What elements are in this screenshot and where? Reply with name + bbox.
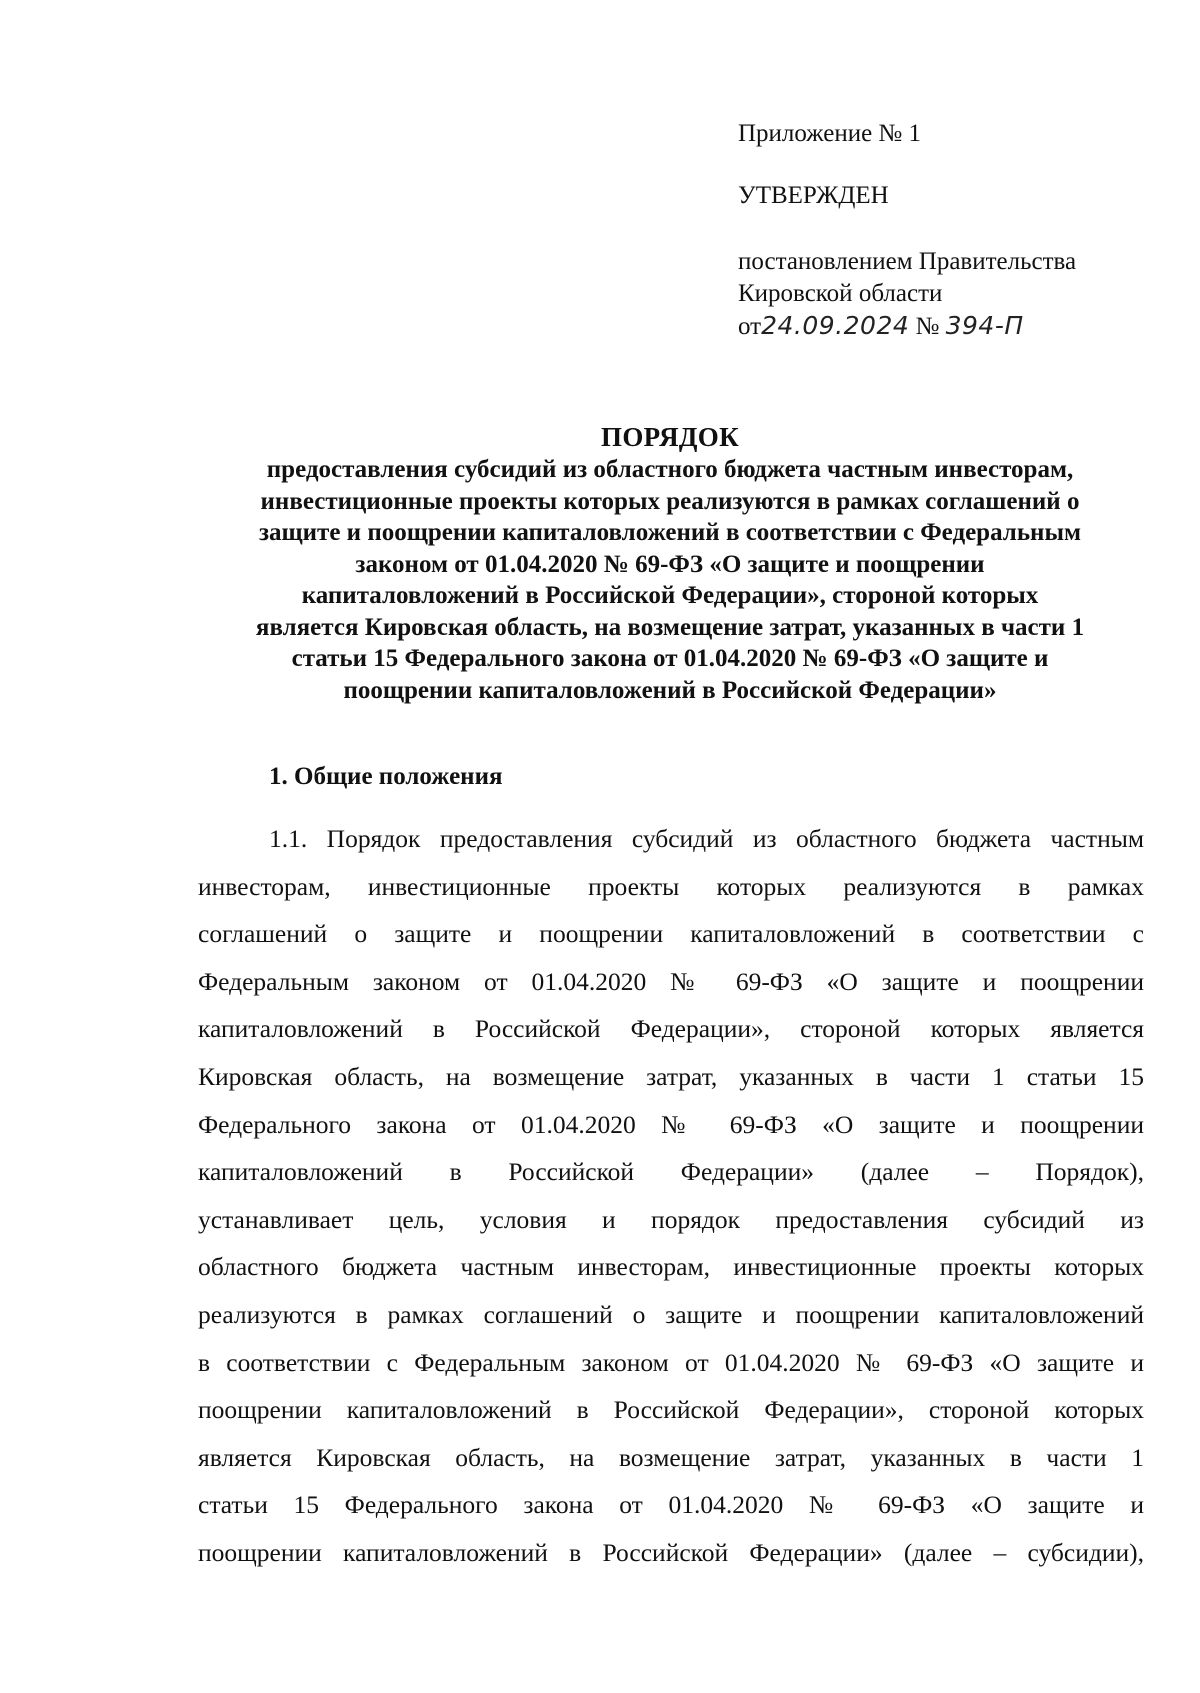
body-line: инвесторам, инвестиционные проекты которых реализуются в рамках [198,871,1144,901]
title-line: законом от 01.04.2020 № 69-ФЗ «О защите и поощрении [355,550,985,578]
title-line: статьи 15 Федерального закона от 01.04.2020 № 69-ФЗ «О защите и [291,645,1049,672]
body-line: в соответствии с Федеральным законом от 01.04.2020 № 69-ФЗ «О защите и [198,1347,1144,1377]
body-line: Кировская область, на возмещение затрат, указанных в части 1 статьи 15 [198,1061,1144,1091]
title-line: капиталовложений в Российской Федерации», стороной которых [301,582,1039,609]
body-line: поощрении капиталовложений в Российской Федерации» (далее – субсидии), [198,1537,1144,1567]
body-line: капиталовложений в Российской Федерации», стороной которых является [198,1014,1144,1044]
date-prefix: от [738,313,762,340]
body-line: статьи 15 Федерального закона от 01.04.2020 № 69-ФЗ «О защите и [198,1490,1144,1520]
title-line: защите и поощрении капиталовложений в соответствии с Федеральным [258,519,1082,546]
body-paragraph [198,815,1144,1577]
body-line: Федеральным законом от 01.04.2020 № 69-ФЗ «О защите и поощрении [198,966,1144,996]
handwritten-number: 394-П [945,311,1024,340]
title-line: инвестиционные проекты которых реализуются в рамках соглашений о [260,487,1080,515]
body-line: 1.1. Порядок предоставления субсидий из областного бюджета частным [269,824,1144,853]
approval-stamp-block [738,118,1158,343]
handwritten-date: 24.09.2024 [761,311,910,340]
title-line: поощрении капиталовложений в Российской Федерации» [343,676,997,704]
body-line: соглашений о защите и поощрении капиталовложений в соответствии с [198,919,1144,949]
body-line: реализуются в рамках соглашений о защите и поощрении капиталовложений [198,1299,1144,1329]
title-line: является Кировская область, на возмещение затрат, указанных в части 1 [255,613,1085,641]
body-line: является Кировская область, на возмещение затрат, указанных в части 1 [198,1442,1144,1472]
approval-line-1: постановлением Правительства [738,248,1077,275]
document-title: ПОРЯДОК [601,422,739,452]
section-heading: 1. Общие положения [269,763,503,790]
approval-line-2: Кировской области [738,280,943,307]
annex-number: Приложение № 1 [738,120,922,147]
document-title-block [180,420,1160,706]
body-line: областного бюджета частным инвесторам, инвестиционные проекты которых [198,1252,1144,1282]
body-line: капиталовложений в Российской Федерации» (далее – Порядок), [198,1157,1144,1187]
approved-label: УТВЕРЖДЕН [738,182,889,209]
approval-date-line [738,310,1158,343]
number-prefix: № [915,313,940,340]
body-line: Федерального закона от 01.04.2020 № 69-ФЗ «О защите и поощрении [198,1109,1144,1139]
body-line: поощрении капиталовложений в Российской Федерации», стороной которых [198,1395,1144,1425]
body-line: устанавливает цель, условия и порядок предоставления субсидий из [198,1204,1144,1234]
title-line: предоставления субсидий из областного бюджета частным инвесторам, [266,456,1074,483]
